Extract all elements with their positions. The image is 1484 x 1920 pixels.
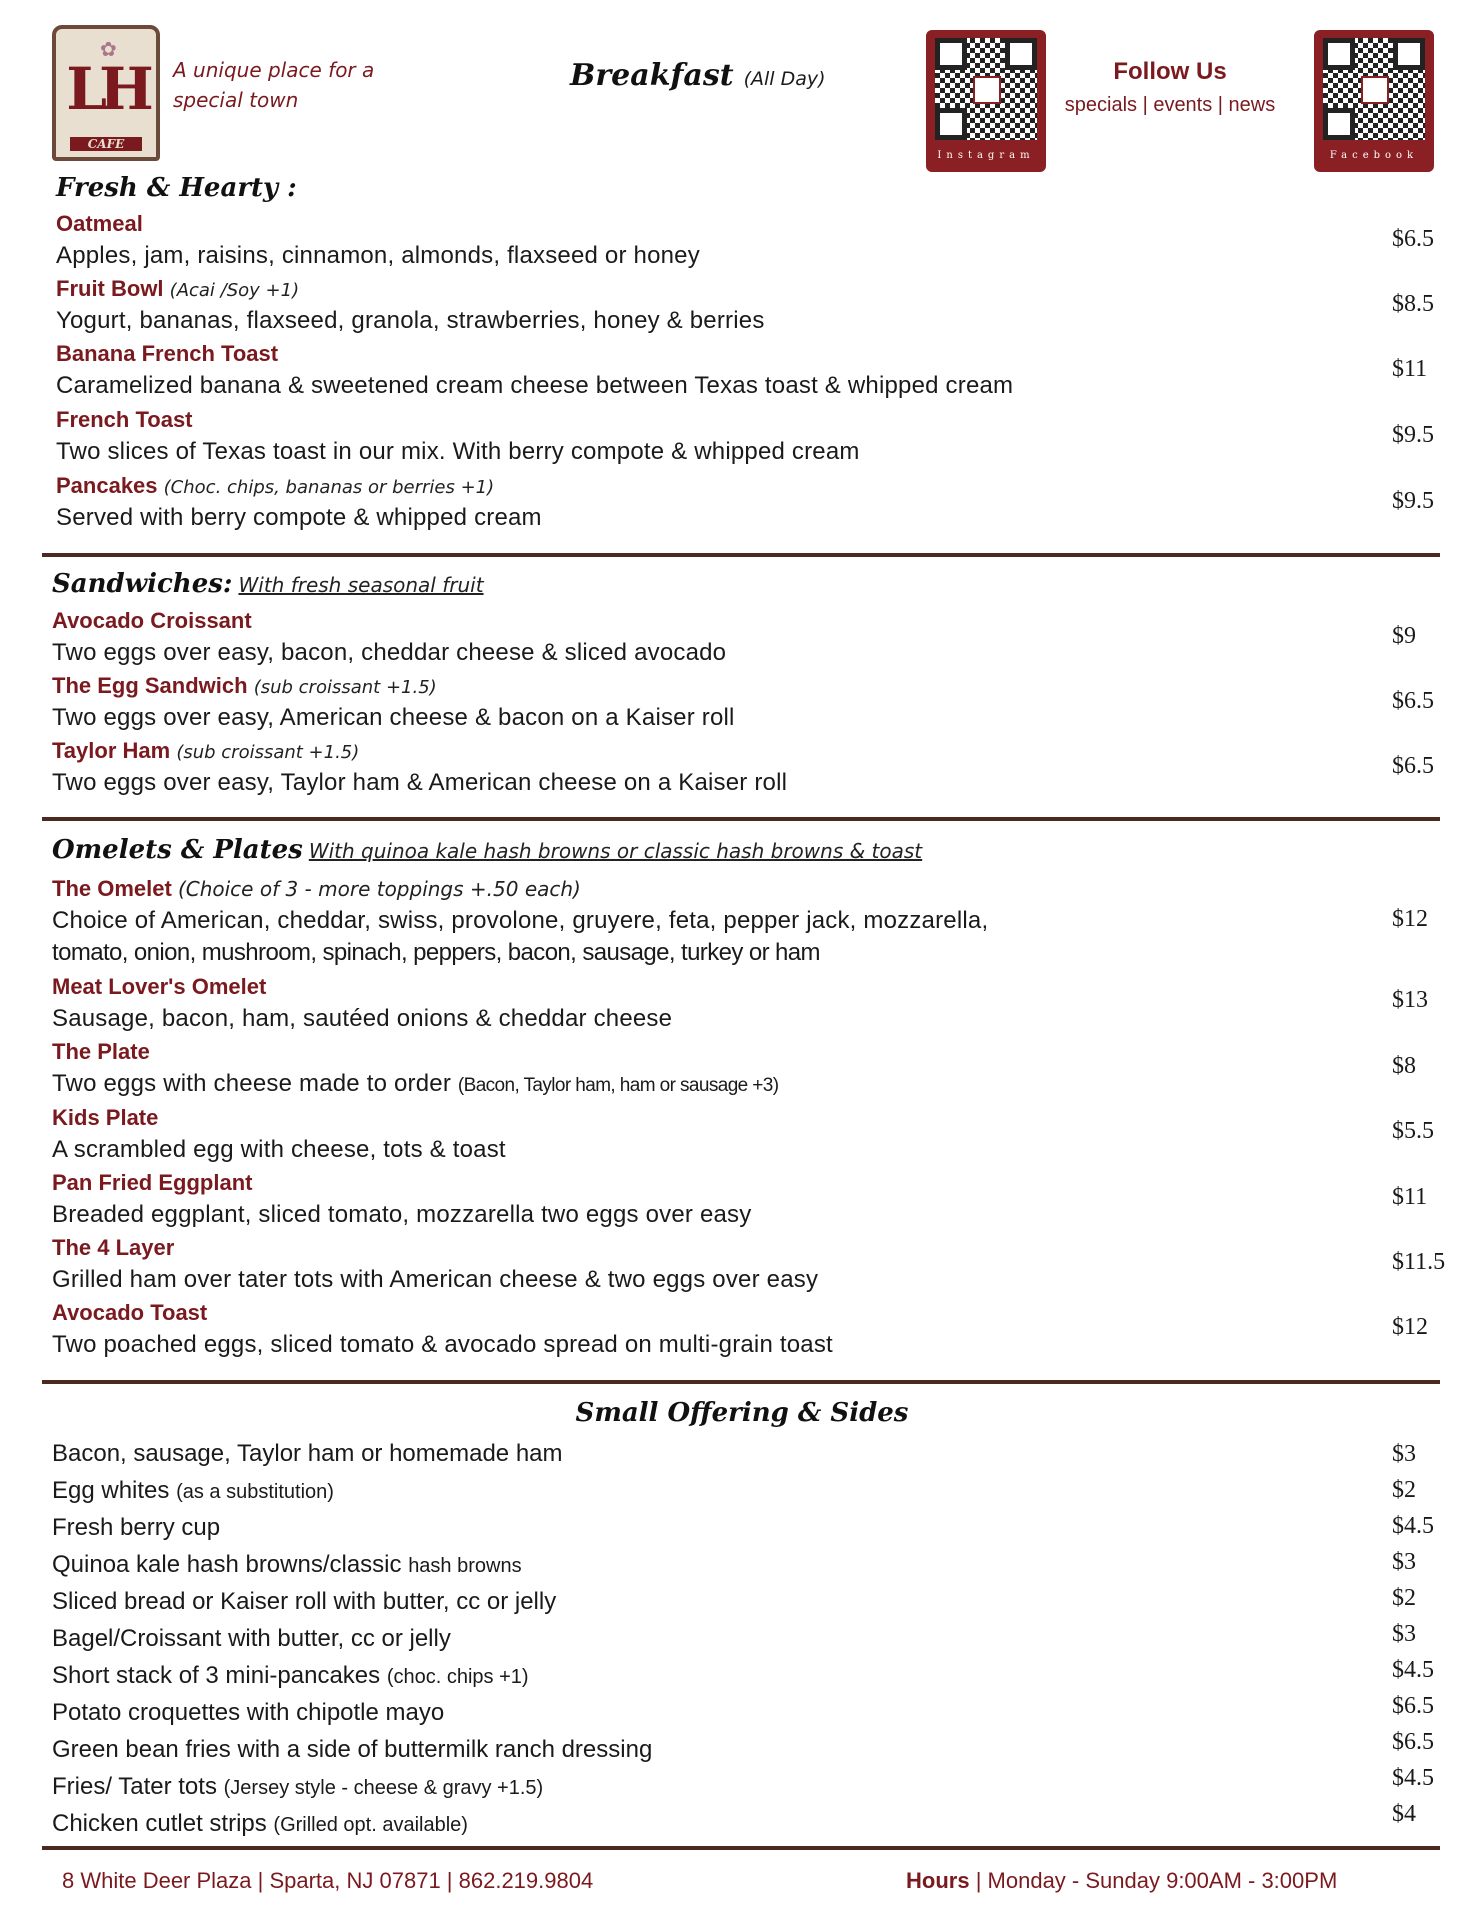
section-title-fresh: Fresh & Hearty :	[56, 173, 297, 203]
menu-item-name: The Egg Sandwich (sub croissant +1.5)	[52, 673, 437, 698]
menu-item-name: Taylor Ham (sub croissant +1.5)	[52, 738, 360, 763]
menu-item-desc: Two slices of Texas toast in our mix. With berry compote & whipped cream	[56, 438, 860, 465]
menu-item-price: $8	[1392, 1053, 1416, 1079]
list-item: Bagel/Croissant with butter, cc or jelly	[52, 1625, 451, 1652]
menu-item-desc: Sausage, bacon, ham, sautéed onions & cheddar cheese	[52, 1005, 673, 1032]
menu-item-price: $5.5	[1392, 1118, 1434, 1144]
list-item: Sliced bread or Kaiser roll with butter, cc or jelly	[52, 1588, 557, 1615]
section-header-sandwiches	[52, 569, 484, 599]
menu-item-price: $11.5	[1392, 1249, 1446, 1275]
side-price: $2	[1392, 1477, 1416, 1503]
tagline-line-1: A unique place for a	[173, 58, 375, 82]
menu-item-price: $11	[1392, 1184, 1428, 1210]
list-item: Chicken cutlet strips (Grilled opt. available)	[52, 1810, 468, 1837]
section-header-omelets	[52, 835, 922, 865]
menu-item-name: Pan Fried Eggplant	[52, 1170, 253, 1195]
facebook-qr-code[interactable]	[1314, 30, 1434, 172]
logo-cafe-label: CAFE	[70, 137, 142, 151]
hours-label: Hours	[906, 1868, 970, 1893]
menu-item-name: Fruit Bowl (Acai /Soy +1)	[56, 276, 300, 301]
follow-us-subtitle: specials | events | news	[1064, 94, 1276, 116]
side-price: $6.5	[1392, 1729, 1434, 1755]
sides-list	[52, 1436, 1392, 1843]
sides-prices	[1392, 1436, 1434, 1832]
menu-item-price: $9	[1392, 623, 1416, 649]
follow-us-title: Follow Us	[1113, 58, 1227, 85]
instagram-label: Instagram	[937, 150, 1035, 161]
menu-item-price: $13	[1392, 987, 1428, 1013]
side-price: $3	[1392, 1549, 1416, 1575]
follow-us-block	[1040, 58, 1300, 117]
menu-item-desc: Apples, jam, raisins, cinnamon, almonds, flaxseed or honey	[56, 242, 700, 269]
side-price: $2	[1392, 1585, 1416, 1611]
menu-item-desc: Two eggs over easy, Taylor ham & American cheese on a Kaiser roll	[52, 769, 788, 796]
side-price: $6.5	[1392, 1693, 1434, 1719]
menu-item-desc: A scrambled egg with cheese, tots & toast	[52, 1136, 506, 1163]
list-item: Bacon, sausage, Taylor ham or homemade ham	[52, 1440, 563, 1467]
menu-item-price: $12	[1392, 1314, 1428, 1340]
page-title	[570, 58, 826, 93]
logo-monogram: LH	[66, 55, 146, 123]
instagram-qr-code[interactable]	[926, 30, 1046, 172]
cafe-logo	[52, 25, 160, 161]
side-price: $4	[1392, 1801, 1416, 1827]
menu-item-name: Pancakes (Choc. chips, bananas or berries +1)	[56, 473, 495, 498]
menu-item-price: $6.5	[1392, 688, 1434, 714]
menu-item-name: Banana French Toast	[56, 341, 279, 366]
side-price: $3	[1392, 1441, 1416, 1467]
menu-item-desc: Choice of American, cheddar, swiss, provolone, gruyere, feta, pepper jack, mozzarella,	[52, 907, 989, 934]
qr-icon	[935, 38, 1037, 140]
menu-item-price: $11	[1392, 356, 1428, 382]
list-item: Potato croquettes with chipotle mayo	[52, 1699, 445, 1726]
hours-separator: |	[975, 1868, 982, 1893]
footer-hours	[906, 1868, 1337, 1894]
menu-item-name: The Omelet (Choice of 3 - more toppings +.50 each)	[52, 876, 581, 901]
menu-item-price: $6.5	[1392, 226, 1434, 252]
list-item: Egg whites (as a substitution)	[52, 1477, 334, 1504]
section-title-omelets: Omelets & Plates	[52, 835, 303, 865]
list-item: Fries/ Tater tots (Jersey style - cheese & gravy +1.5)	[52, 1773, 544, 1800]
menu-item-name: Meat Lover's Omelet	[52, 974, 267, 999]
menu-item-name: Avocado Toast	[52, 1300, 208, 1325]
menu-item-name: Kids Plate	[52, 1105, 159, 1130]
tagline-line-2: special town	[173, 88, 299, 112]
menu-item-price: $8.5	[1392, 291, 1434, 317]
menu-item-desc: Grilled ham over tater tots with American cheese & two eggs over easy	[52, 1266, 819, 1293]
qr-icon	[1323, 38, 1425, 140]
menu-item-desc: Caramelized banana & sweetened cream cheese between Texas toast & whipped cream	[56, 372, 1014, 399]
menu-title-note: (All Day)	[743, 68, 826, 90]
menu-item-desc: Two eggs over easy, American cheese & bacon on a Kaiser roll	[52, 704, 735, 731]
menu-item-price: $9.5	[1392, 488, 1434, 514]
menu-item-name: Avocado Croissant	[52, 608, 252, 633]
section-divider	[42, 817, 1440, 821]
side-price: $3	[1392, 1621, 1416, 1647]
list-item: Quinoa kale hash browns/classic hash browns	[52, 1551, 522, 1578]
menu-item-name: The Plate	[52, 1039, 150, 1064]
section-divider	[42, 553, 1440, 557]
section-subtitle-sandwiches: With fresh seasonal fruit	[238, 573, 484, 597]
menu-item-name: Oatmeal	[56, 211, 143, 236]
section-divider	[42, 1846, 1440, 1850]
menu-item-desc: Yogurt, bananas, flaxseed, granola, strawberries, honey & berries	[56, 307, 765, 334]
list-item: Fresh berry cup	[52, 1514, 221, 1541]
hours-text: Monday - Sunday 9:00AM - 3:00PM	[987, 1868, 1338, 1893]
section-divider	[42, 1380, 1440, 1384]
menu-item-desc-continued: tomato, onion, mushroom, spinach, peppers, bacon, sausage, turkey or ham	[52, 939, 820, 966]
menu-item-desc: Two eggs over easy, bacon, cheddar cheese & sliced avocado	[52, 639, 727, 666]
side-price: $4.5	[1392, 1657, 1434, 1683]
list-item: Green bean fries with a side of buttermilk ranch dressing	[52, 1736, 653, 1763]
menu-item-name: The 4 Layer	[52, 1235, 175, 1260]
tagline	[173, 55, 403, 115]
footer-address: 8 White Deer Plaza | Sparta, NJ 07871 | 862.219.9804	[62, 1868, 594, 1893]
menu-item-desc: Two poached eggs, sliced tomato & avocado spread on multi-grain toast	[52, 1331, 833, 1358]
section-subtitle-omelets: With quinoa kale hash browns or classic hash browns & toast	[308, 839, 923, 863]
menu-item-desc: Two eggs with cheese made to order (Bacon, Taylor ham, ham or sausage +3)	[52, 1070, 779, 1097]
flower-icon: ✿	[100, 37, 117, 61]
menu-item-price: $12	[1392, 906, 1428, 932]
menu-item-name: French Toast	[56, 407, 193, 432]
section-title-sandwiches: Sandwiches:	[52, 569, 233, 599]
menu-item-price: $6.5	[1392, 753, 1434, 779]
list-item: Short stack of 3 mini-pancakes (choc. chips +1)	[52, 1662, 529, 1689]
section-title-sides: Small Offering & Sides	[575, 1398, 909, 1428]
menu-item-desc: Breaded eggplant, sliced tomato, mozzarella two eggs over easy	[52, 1201, 752, 1228]
menu-title: Breakfast	[570, 58, 734, 93]
menu-item-desc: Served with berry compote & whipped cream	[56, 504, 542, 531]
side-price: $4.5	[1392, 1765, 1434, 1791]
menu-item-price: $9.5	[1392, 422, 1434, 448]
facebook-label: Facebook	[1329, 150, 1419, 161]
side-price: $4.5	[1392, 1513, 1434, 1539]
